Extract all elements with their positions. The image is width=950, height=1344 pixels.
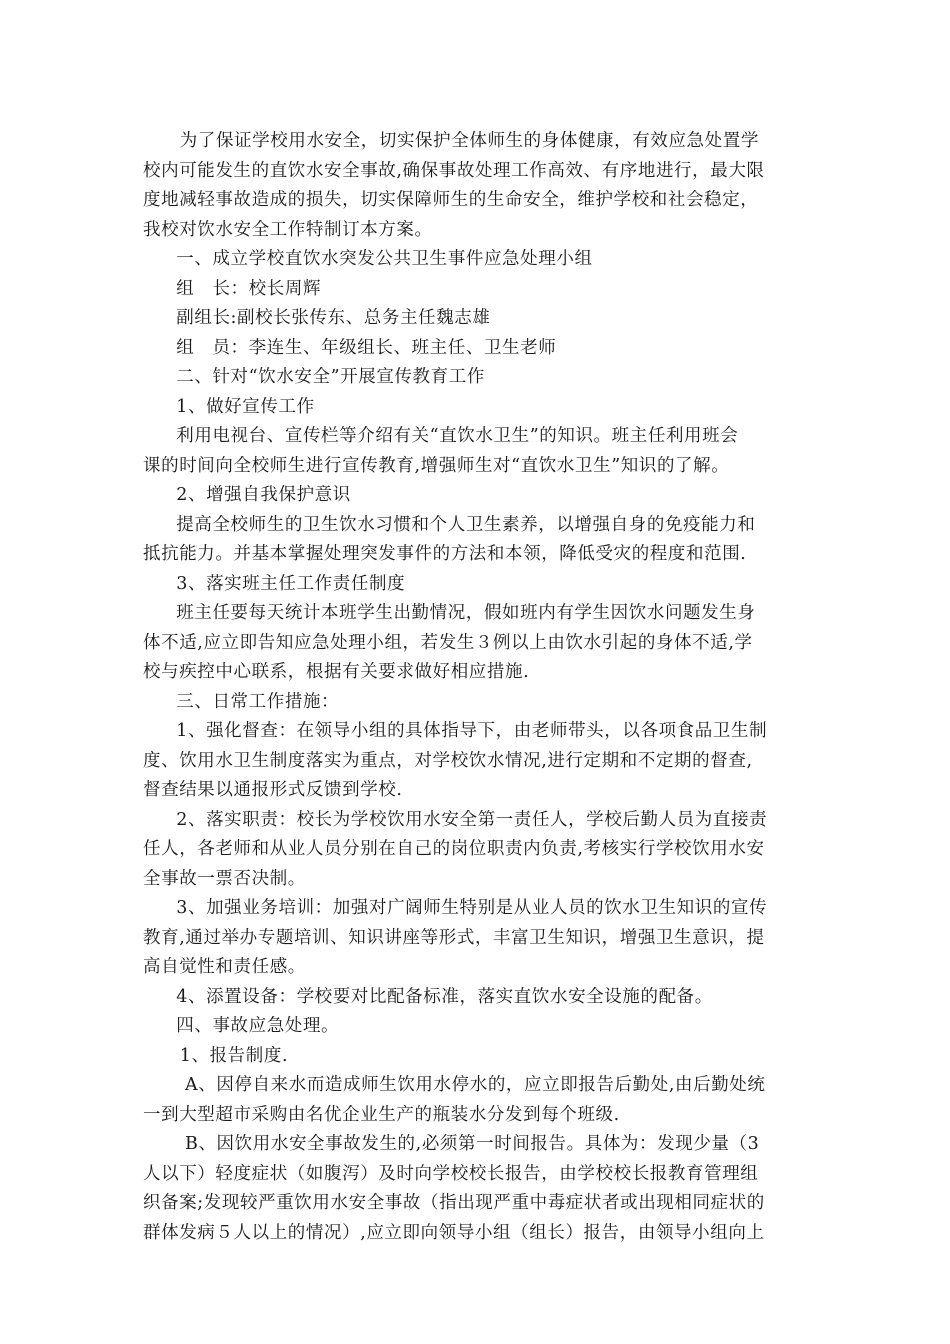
text-line: 课的时间向全校师生进行宣传教育,增强师生对“直饮水卫生”知识的了解。 bbox=[143, 455, 730, 476]
section-2-heading bbox=[143, 363, 808, 393]
heading-text: 四、事故应急处理。 bbox=[176, 1016, 340, 1036]
section-4-heading bbox=[143, 1012, 808, 1042]
text-line: 教育,通过举办专题培训、知识讲座等形式，丰富卫生知识，增强卫生意识，提 bbox=[143, 927, 765, 948]
deputy-leader-text: 副组长:副校长张传东、总务主任魏志雄 bbox=[176, 308, 491, 328]
text-line: 4、添置设备：学校要对比配备标准，落实直饮水安全设施的配备。 bbox=[176, 986, 713, 1007]
item-title: 1、报告制度. bbox=[179, 1045, 289, 1066]
s2-item3-body bbox=[143, 599, 808, 688]
text-line: 校内可能发生的直饮水安全事故,确保事故处理工作高效、有序地进行，最大限 bbox=[143, 160, 765, 181]
members-text: 组 员：李连生、年级组长、班主任、卫生老师 bbox=[176, 337, 557, 358]
text-line: 人以下）轻度症状（如腹泻）及时向学校校长报告，由学校校长报教育管理组 bbox=[143, 1163, 759, 1184]
item-title: 3、落实班主任工作责任制度 bbox=[176, 573, 406, 594]
text-line: 抵抗能力。并基本掌握处理突发事件的方法和本领，降低受灾的程度和范围. bbox=[143, 544, 747, 564]
s3-item3 bbox=[143, 894, 808, 983]
s2-item2-body bbox=[143, 511, 808, 570]
text-line: 为了保证学校用水安全，切实保护全体师生的身体健康，有效应急处置学 bbox=[179, 131, 759, 151]
text-line: 利用电视台、宣传栏等介绍有关“直饮水卫生”的知识。班主任利用班会 bbox=[176, 426, 739, 446]
item-title: 1、做好宣传工作 bbox=[176, 396, 315, 417]
text-line: 高自觉性和责任感。 bbox=[143, 957, 306, 977]
text-line: 群体发病５人以上的情况）,应立即向领导小组（组长）报告，由领导小组向上 bbox=[143, 1222, 765, 1243]
text-line: 3、加强业务培训：加强对广阔师生特别是从业人员的饮水卫生知识的宣传 bbox=[176, 898, 768, 918]
section-1-heading bbox=[143, 245, 808, 275]
s2-item1-title bbox=[143, 393, 808, 423]
heading-text: 一、成立学校直饮水突发公共卫生事件应急处理小组 bbox=[176, 249, 593, 269]
s3-item4 bbox=[143, 983, 808, 1013]
text-line: 2、落实职责：校长为学校饮用水安全第一责任人，学校后勤人员为直接责 bbox=[176, 809, 768, 830]
text-line: 度地减轻事故造成的损失，切实保障师生的生命安全，维护学校和社会稳定， bbox=[143, 190, 759, 210]
text-line: 1、强化督查：在领导小组的具体指导下，由老师带头，以各项食品卫生制 bbox=[176, 721, 768, 741]
heading-text: 二、针对“饮水安全”开展宣传教育工作 bbox=[176, 367, 485, 387]
text-line: 提高全校师生的卫生饮水习惯和个人卫生素养，以增强自身的免疫能力和 bbox=[176, 514, 756, 535]
heading-text: 三、日常工作措施： bbox=[176, 691, 340, 712]
text-line: B、因饮用水安全事故发生的,必须第一时间报告。具体为：发现少量（3 bbox=[185, 1134, 760, 1154]
s3-item2 bbox=[143, 806, 808, 895]
s3-item1 bbox=[143, 717, 808, 806]
item-title: 2、增强自我保护意识 bbox=[176, 485, 351, 505]
text-line: 一到大型超市采购由名优企业生产的瓶装水分发到每个班级. bbox=[143, 1104, 620, 1125]
s4-itemA bbox=[143, 1071, 808, 1130]
members-line bbox=[143, 334, 808, 364]
s2-item1-body bbox=[143, 422, 808, 481]
text-line: 任人，各老师和从业人员分别在自己的岗位职责内负责,考核实行学校饮用水安 bbox=[143, 839, 765, 859]
text-line: 度、饮用水卫生制度落实为重点，对学校饮水情况,进行定期和不定期的督查, bbox=[143, 750, 753, 771]
text-line: 班主任要每天统计本班学生出勤情况，假如班内有学生因饮水问题发生身 bbox=[176, 603, 756, 623]
leader-text: 组 长：校长周辉 bbox=[176, 278, 322, 299]
text-line: 我校对饮水安全工作特制订本方案。 bbox=[143, 219, 433, 240]
document-page bbox=[143, 127, 808, 1248]
text-line: 织备案;发现较严重饮用水安全事故（指出现严重中毒症状者或出现相同症状的 bbox=[143, 1193, 765, 1213]
text-line: 全事故一票否决制。 bbox=[143, 868, 306, 889]
text-line: 校与疾控中心联系，根据有关要求做好相应措施. bbox=[143, 662, 530, 682]
s2-item2-title bbox=[143, 481, 808, 511]
section-3-heading bbox=[143, 688, 808, 718]
s4-itemB bbox=[143, 1130, 808, 1248]
s2-item3-title bbox=[143, 570, 808, 600]
leader-line bbox=[143, 275, 808, 305]
text-line: 督查结果以通报形式反馈到学校. bbox=[143, 780, 403, 800]
deputy-leader-line bbox=[143, 304, 808, 334]
text-line: 体不适,应立即告知应急处理小组，若发生３例以上由饮水引起的身体不适,学 bbox=[143, 632, 753, 653]
intro-paragraph bbox=[143, 127, 808, 245]
s4-item1-title bbox=[143, 1042, 808, 1072]
text-line: A、因停自来水而造成师生饮用水停水的，应立即报告后勤处,由后勤处统 bbox=[185, 1075, 766, 1095]
